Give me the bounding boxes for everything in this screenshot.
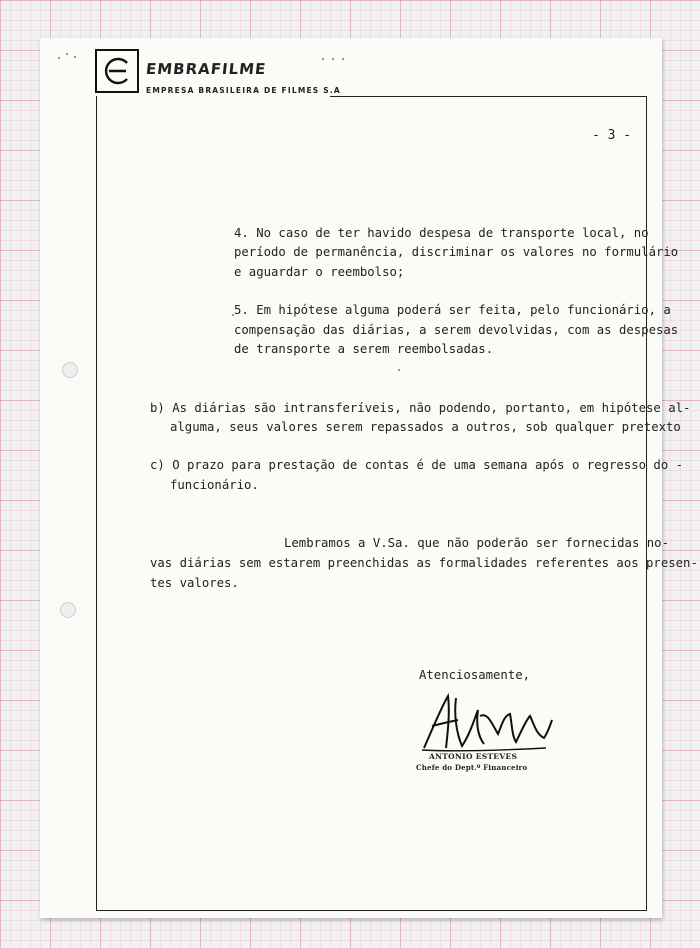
item5-line: 5. Em hipótese alguma poderá ser feita, pelo funcionário, a (234, 303, 671, 317)
ink-speck (74, 56, 76, 58)
handwritten-signature (418, 690, 558, 754)
company-logo (95, 49, 139, 93)
letter-page (40, 38, 662, 918)
signatory-name: ANTONIO ESTEVES (429, 752, 518, 761)
item-b-line: b) As diárias são intransferíveis, não podendo, portanto, em hipótese al- (150, 401, 691, 415)
item5-line: de transporte a serem reembolsadas. (234, 342, 494, 356)
reminder-line: vas diárias sem estarem preenchidas as formalidades referentes aos presen- (150, 556, 698, 570)
frame-border-bottom (96, 910, 647, 911)
item4-line: 4. No caso de ter havido despesa de transporte local, no (234, 226, 649, 240)
ink-speck (398, 369, 400, 371)
ink-speck (66, 53, 68, 55)
ink-speck (58, 57, 60, 59)
item-c-line: c) O prazo para prestação de contas é de uma semana após o regresso do - (150, 458, 684, 472)
punch-hole-top (62, 362, 78, 378)
page-number: - 3 - (592, 128, 632, 143)
reminder-line: Lembramos a V.Sa. que não poderão ser fornecidas no- (284, 536, 669, 550)
frame-border-right (646, 96, 647, 911)
reminder-line: tes valores. (150, 576, 239, 590)
closing-salutation: Atenciosamente, (419, 668, 531, 682)
item4-line: período de permanência, discriminar os valores no formulário (234, 245, 679, 259)
punch-hole-bottom (60, 602, 76, 618)
signatory-title: Chefe do Dept.º Financeiro (416, 763, 528, 772)
item5-line: compensação das diárias, a serem devolvidas, com as despesas (234, 323, 679, 337)
company-subtitle: EMPRESA BRASILEIRA DE FILMES S.A (146, 86, 341, 95)
ink-speck (322, 58, 324, 60)
item-c-line: funcionário. (170, 478, 259, 492)
logo-e-icon (100, 54, 134, 88)
item-b-line: alguma, seus valores serem repassados a outros, sob qualquer pretexto (170, 420, 681, 434)
ink-speck (332, 58, 334, 60)
item4-line: e aguardar o reembolso; (234, 265, 405, 279)
frame-border-top (330, 96, 646, 97)
ink-speck (342, 58, 344, 60)
frame-border-left (96, 96, 97, 911)
company-name: EMBRAFILME (145, 60, 268, 78)
